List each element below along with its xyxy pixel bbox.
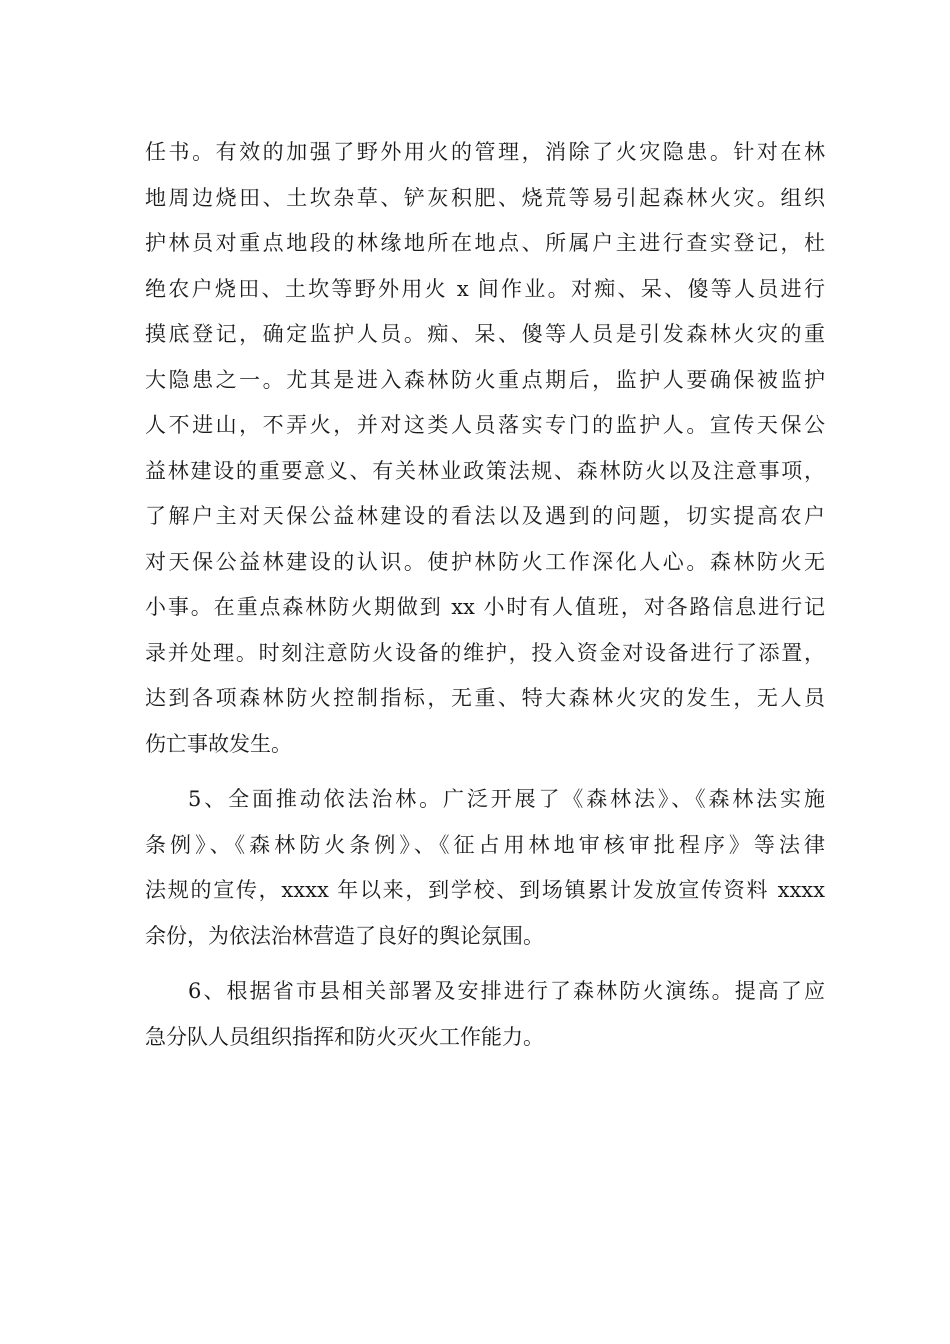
text-line: 录并处理。时刻注意防火设备的维护，投入资金对设备进行了添置， — [145, 640, 825, 665]
paragraph-fire-drill — [145, 969, 825, 1060]
text-line: 绝农户烧田、土坎等野外用火 x 间作业。对痴、呆、傻等人员进行 — [145, 276, 825, 301]
text-line: 益林建设的重要意义、有关林业政策法规、森林防火以及注意事项， — [145, 458, 825, 483]
text-line: 余份，为依法治林营造了良好的舆论氛围。 — [145, 923, 544, 948]
text-line: 5、全面推动依法治林。广泛开展了《森林法》、《森林法实施 — [188, 787, 825, 811]
text-line: 达到各项森林防火控制指标，无重、特大森林火灾的发生，无人员 — [145, 686, 825, 710]
paragraph-fire-management — [145, 130, 825, 767]
text-line: 条例》、《森林防火条例》、《征占用林地审核审批程序》等法律 — [145, 832, 825, 857]
text-line: 了解户主对天保公益林建设的看法以及遇到的问题，切实提高农户 — [145, 504, 825, 528]
paragraph-spacer — [145, 959, 825, 969]
paragraph-law-promotion — [145, 777, 825, 959]
text-line: 护林员对重点地段的林缘地所在地点、所属户主进行查实登记，杜 — [145, 231, 825, 255]
text-line: 法规的宣传，xxxx 年以来，到学校、到场镇累计发放宣传资料 xxxx — [145, 878, 825, 902]
text-line: 大隐患之一。尤其是进入森林防火重点期后，监护人要确保被监护 — [145, 367, 825, 392]
text-line: 人不进山，不弄火，并对这类人员落实专门的监护人。宣传天保公 — [145, 413, 825, 437]
text-line: 摸底登记，确定监护人员。痴、呆、傻等人员是引发森林火灾的重 — [145, 322, 825, 346]
text-line: 急分队人员组织指挥和防火灭火工作能力。 — [145, 1024, 544, 1049]
document-body — [145, 130, 825, 1060]
text-line: 伤亡事故发生。 — [145, 731, 292, 756]
text-line: 任书。有效的加强了野外用火的管理，消除了火灾隐患。针对在林 — [145, 140, 825, 164]
text-line: 地周边烧田、土坎杂草、铲灰积肥、烧荒等易引起森林火灾。组织 — [145, 185, 825, 210]
paragraph-spacer — [145, 767, 825, 777]
text-line: 对天保公益林建设的认识。使护林防火工作深化人心。森林防火无 — [145, 549, 825, 574]
text-line: 6、根据省市县相关部署及安排进行了森林防火演练。提高了应 — [188, 979, 825, 1003]
text-line: 小事。在重点森林防火期做到 xx 小时有人值班，对各路信息进行记 — [145, 595, 825, 619]
